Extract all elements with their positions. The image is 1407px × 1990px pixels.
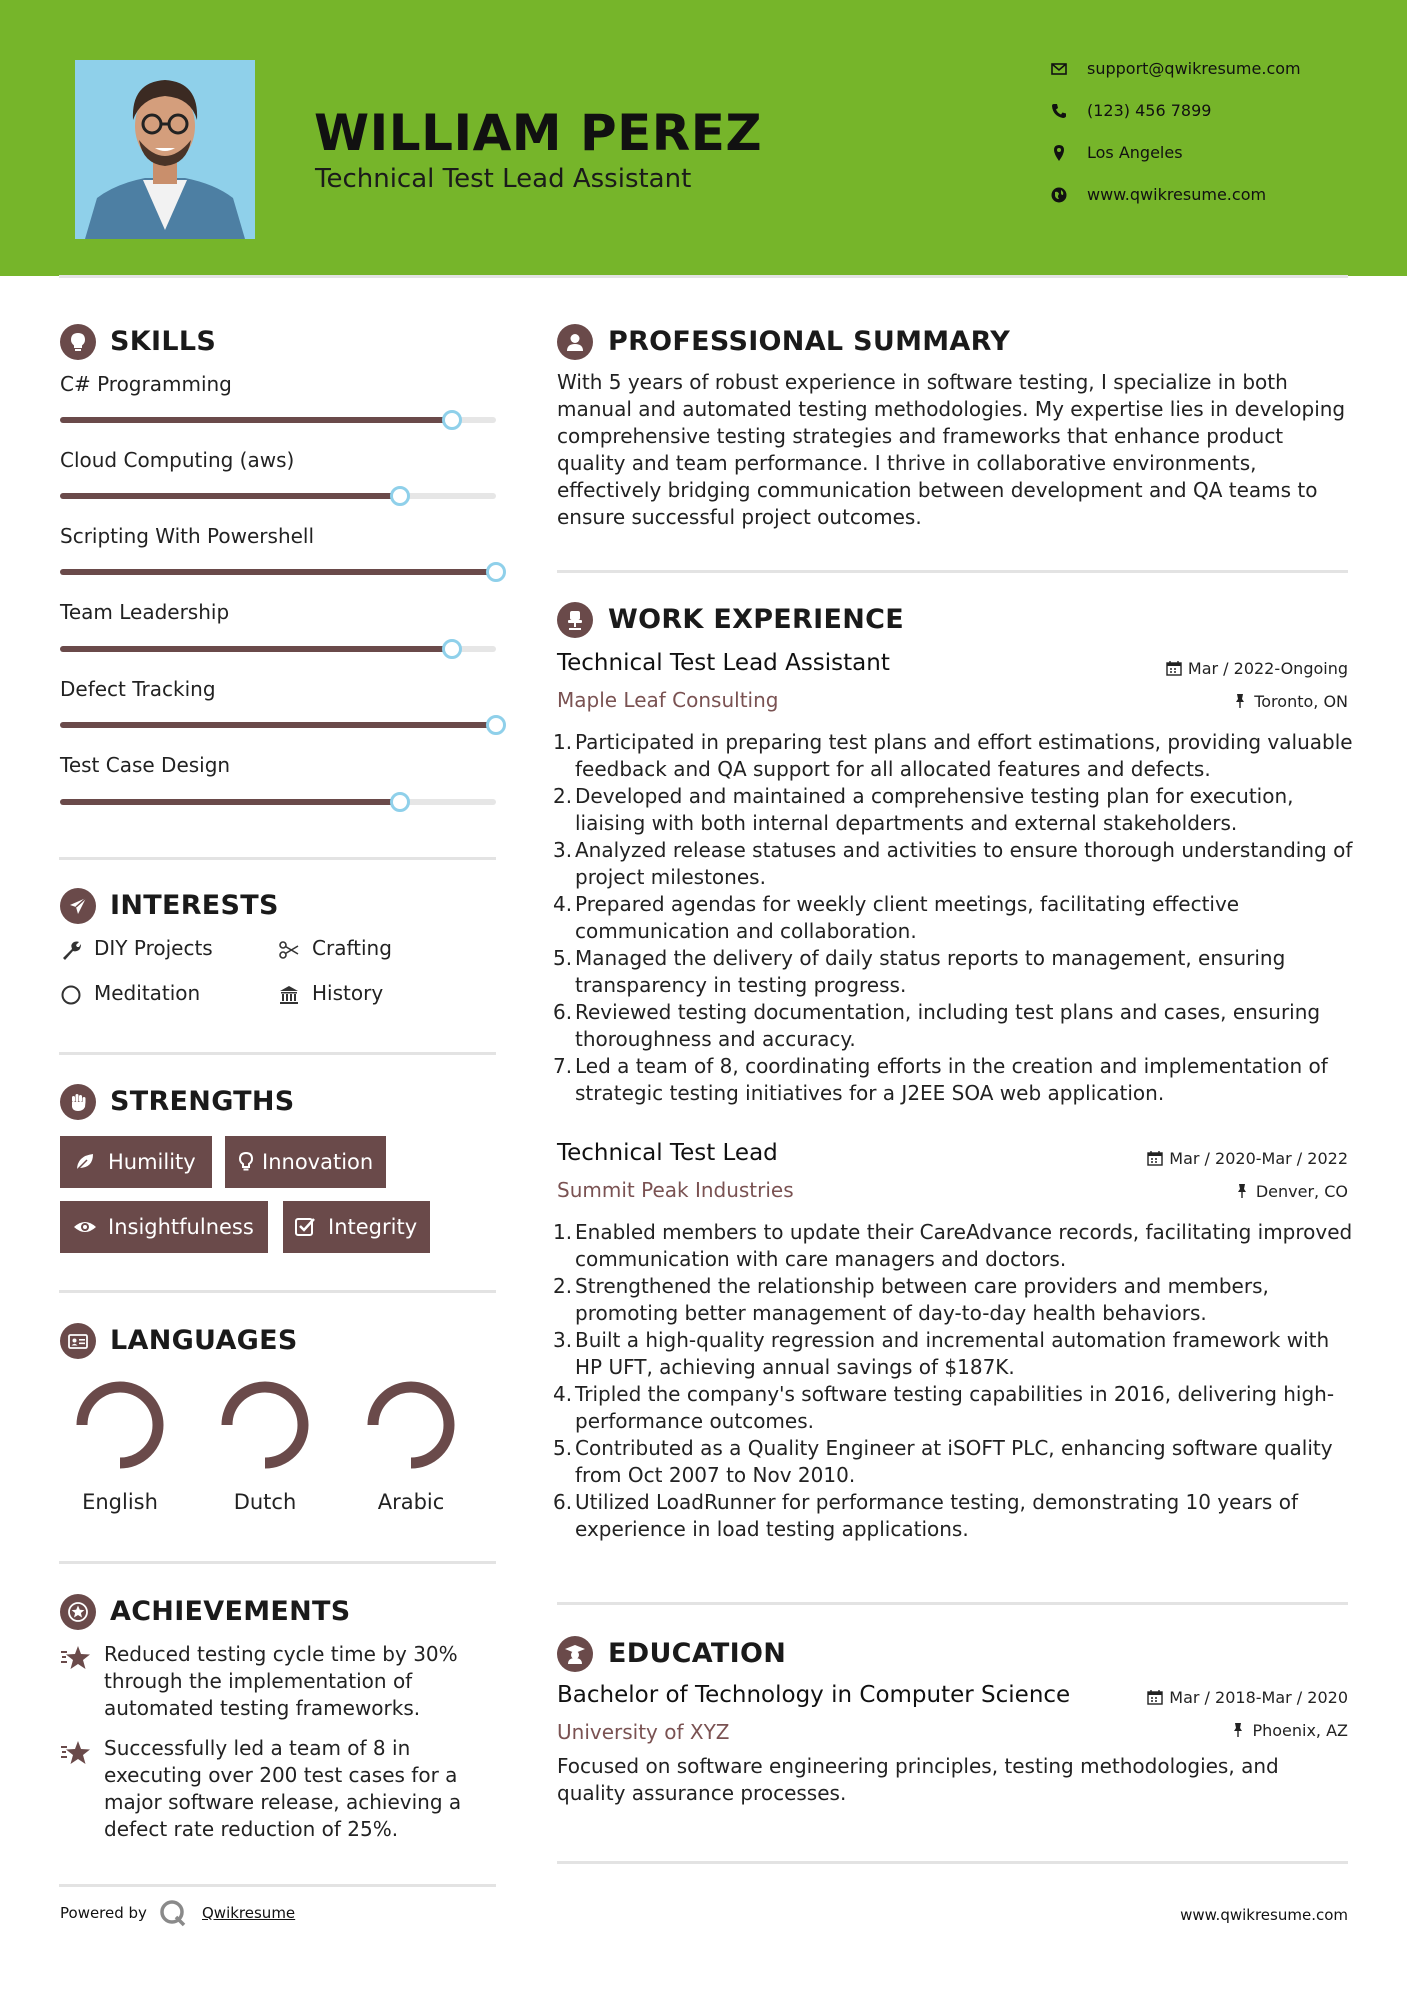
skill-bar-knob [442,410,462,430]
envelope-icon [1050,60,1068,78]
bullet-number: 2. [553,1274,573,1298]
strength-tag [60,1201,268,1253]
language-gauge [82,1387,158,1463]
language-gauge [227,1387,303,1463]
language-label: Dutch [233,1490,297,1514]
interest-label: Crafting [312,936,392,960]
degree-title: Bachelor of Technology in Computer Science [557,1682,1071,1708]
star-trophy-icon [60,1739,92,1767]
job-bullet [553,891,1355,945]
calendar-icon [1147,1150,1163,1166]
footer-website[interactable]: www.qwikresume.com [1180,1906,1348,1924]
skill-name: Cloud Computing (aws) [60,448,295,472]
contact-phone-text: (123) 456 7899 [1087,101,1212,120]
map-pin-icon [1050,144,1068,162]
bullet-number: 5. [553,946,573,970]
checkbox-icon [293,1215,317,1239]
star-trophy-icon [60,1644,92,1672]
job-bullet [553,1489,1355,1543]
language-label: Arabic [377,1490,445,1514]
globe-icon [1050,186,1068,204]
bullet-number: 6. [553,1000,573,1024]
skill-bar-fill [60,417,452,423]
wrench-icon [60,939,82,961]
job-bullet [553,999,1355,1053]
bullet-number: 2. [553,784,573,808]
header-divider [59,275,1348,278]
job-bullet [553,1381,1355,1435]
leaf-icon [73,1150,97,1174]
bullet-text: Reviewed testing documentation, including test plans and cases, ensuring thoroughness and accuracy. [575,1000,1321,1051]
job-bullet [553,1327,1355,1381]
education-location-text: Phoenix, AZ [1252,1721,1348,1740]
education-description: Focused on software engineering principles, testing methodologies, and quality assurance processes. [557,1754,1279,1805]
pushpin-icon [1232,693,1248,709]
header-banner [0,0,1407,276]
bullet-text: Participated in preparing test plans and effort estimations, providing valuable feedback and QA support for all allocated features and defects. [575,730,1353,781]
powered-by-label: Powered by [60,1904,147,1922]
skill-bar-fill [60,569,496,575]
job-bullet [553,945,1355,999]
skill-bar-knob [442,639,462,659]
experience-heading: WORK EXPERIENCE [608,604,904,635]
bullet-text: Tripled the company's software testing capabilities in 2016, delivering high-performance outcomes. [575,1382,1335,1433]
strength-label: Insightfulness [108,1215,254,1239]
section-divider [557,570,1348,573]
contact-website-text: www.qwikresume.com [1087,185,1267,204]
section-divider [59,1290,496,1293]
education-heading: EDUCATION [608,1638,787,1669]
strength-label: Integrity [328,1215,418,1239]
skill-bar-fill [60,493,400,499]
job-dates-text: Mar / 2020-Mar / 2022 [1169,1149,1348,1168]
strength-tag [60,1136,212,1188]
interest-label: Meditation [94,981,201,1005]
school-name: University of XYZ [557,1720,730,1744]
bullet-text: Led a team of 8, coordinating efforts in the creation and implementation of strategic testing initiatives for a J2EE SOA web application. [575,1054,1328,1105]
education-dates [1147,1688,1348,1707]
job-location [1234,1182,1348,1201]
qwikresume-logo-icon [158,1898,188,1928]
summary-text: With 5 years of robust experience in software testing, I specialize in both manual and automated testing methodologies. My expertise lies in developing comprehensive testing strategies and frameworks that enhance product quality and team performance. I thrive in collaborative environments, effectively bridging communication between development and QA teams to ensure successful project outcomes. [557,370,1346,529]
candidate-name: WILLIAM PEREZ [314,104,763,162]
phone-icon [1050,102,1068,120]
skill-bar-knob [486,562,506,582]
section-divider [557,1602,1348,1605]
bullet-text: Built a high-quality regression and incremental automation framework with HP UFT, achieving annual savings of $187K. [575,1328,1330,1379]
language-gauges [60,1372,500,1482]
skill-bar-knob [390,792,410,812]
fist-icon [60,1084,96,1120]
job-dates-text: Mar / 2022-Ongoing [1187,659,1348,678]
company-name: Summit Peak Industries [557,1178,794,1202]
calendar-icon [1166,660,1182,676]
skill-bar [60,493,496,499]
strengths-heading: STRENGTHS [110,1086,295,1117]
star-badge-icon [60,1594,96,1630]
skill-name: Test Case Design [60,753,231,777]
section-divider [59,1561,496,1564]
circle-icon [60,984,82,1006]
skill-bar-fill [60,799,400,805]
job-location-text: Denver, CO [1255,1182,1348,1201]
bullet-number: 1. [553,1220,573,1244]
paper-plane-icon [60,888,96,924]
skill-name: C# Programming [60,372,232,396]
lightbulb-icon [60,324,96,360]
skill-bar [60,799,496,805]
bullet-number: 6. [553,1490,573,1514]
job-bullet [553,729,1355,783]
skill-name: Team Leadership [60,600,230,624]
bank-icon [278,984,300,1006]
job-location-text: Toronto, ON [1254,692,1348,711]
bullet-number: 5. [553,1436,573,1460]
skill-bar-knob [486,715,506,735]
summary-heading: PROFESSIONAL SUMMARY [608,326,1011,357]
job-bullet [553,1053,1355,1107]
job-dates [1147,1149,1348,1168]
bullet-number: 4. [553,892,573,916]
qwikresume-link[interactable]: Qwikresume [202,1904,296,1922]
profile-photo [75,60,255,239]
bullet-text: Enabled members to update their CareAdvance records, facilitating improved communication with care managers and doctors. [575,1220,1353,1271]
skill-name: Scripting With Powershell [60,524,315,548]
section-divider [557,1861,1348,1864]
section-divider [59,1052,496,1055]
skill-bar [60,569,496,575]
bullet-number: 7. [553,1054,573,1078]
skill-name: Defect Tracking [60,677,216,701]
contact-email-text: support@qwikresume.com [1087,59,1301,78]
bullet-text: Developed and maintained a comprehensive testing plan for execution, liaising with both internal departments and external stakeholders. [575,784,1294,835]
skill-bar-fill [60,646,452,652]
strength-label: Innovation [262,1150,374,1174]
eye-icon [73,1215,97,1239]
job-title: Technical Test Lead [557,1140,778,1166]
strength-label: Humility [108,1150,196,1174]
calendar-icon [1147,1689,1163,1705]
user-icon [557,324,593,360]
office-chair-icon [557,602,593,638]
job-bullet [553,783,1355,837]
bullet-number: 4. [553,1382,573,1406]
bullet-text: Strengthened the relationship between care providers and members, promoting better management of day-to-day health behaviors. [575,1274,1269,1325]
bullet-text: Managed the delivery of daily status reports to management, ensuring transparency in testing progress. [575,946,1286,997]
section-divider [59,1884,496,1887]
job-bullet [553,837,1355,891]
job-bullets [553,1219,1355,1543]
interest-label: History [312,981,384,1005]
job-bullet [553,1435,1355,1489]
job-bullet [553,1219,1355,1273]
candidate-title: Technical Test Lead Assistant [315,164,692,194]
language-label: English [82,1490,158,1514]
languages-heading: LANGUAGES [110,1325,298,1356]
skill-bar-knob [390,486,410,506]
strength-tag [283,1201,430,1253]
skill-bar-fill [60,722,496,728]
id-card-icon [60,1323,96,1359]
bullet-text: Analyzed release statuses and activities to ensure thorough understanding of project milestones. [575,838,1353,889]
job-bullets [553,729,1355,1107]
education-dates-text: Mar / 2018-Mar / 2020 [1169,1688,1348,1707]
bullet-text: Prepared agendas for weekly client meetings, facilitating effective communication and collaboration. [575,892,1240,943]
bullet-number: 3. [553,1328,573,1352]
interest-label: DIY Projects [94,936,213,960]
achievement-item: Reduced testing cycle time by 30% through the implementation of automated testing frameworks. [104,1642,458,1720]
pushpin-icon [1230,1722,1246,1738]
job-location [1232,692,1348,711]
education-location [1230,1721,1348,1740]
skill-bar [60,722,496,728]
strength-tag [225,1136,386,1188]
pushpin-icon [1234,1183,1250,1199]
company-name: Maple Leaf Consulting [557,688,779,712]
graduate-icon [557,1636,593,1672]
achievements-heading: ACHIEVEMENTS [110,1596,351,1627]
bullet-text: Utilized LoadRunner for performance testing, demonstrating 10 years of experience in load testing applications. [575,1490,1298,1541]
interests-heading: INTERESTS [110,890,279,921]
achievement-item: Successfully led a team of 8 in executing over 200 test cases for a major software release, achieving a defect rate reduction of 25%. [104,1736,462,1841]
skill-bar [60,417,496,423]
scissors-icon [278,939,300,961]
language-gauge [373,1387,449,1463]
bullet-number: 1. [553,730,573,754]
bullet-text: Contributed as a Quality Engineer at iSOFT PLC, enhancing software quality from Oct 2007 to Nov 2010. [575,1436,1333,1487]
job-bullet [553,1273,1355,1327]
contact-location-text: Los Angeles [1087,143,1183,162]
skills-heading: SKILLS [110,326,217,357]
job-dates [1166,659,1348,678]
bullet-number: 3. [553,838,573,862]
lightbulb-icon [234,1150,258,1174]
section-divider [59,857,496,860]
skill-bar [60,646,496,652]
job-title: Technical Test Lead Assistant [557,650,890,676]
